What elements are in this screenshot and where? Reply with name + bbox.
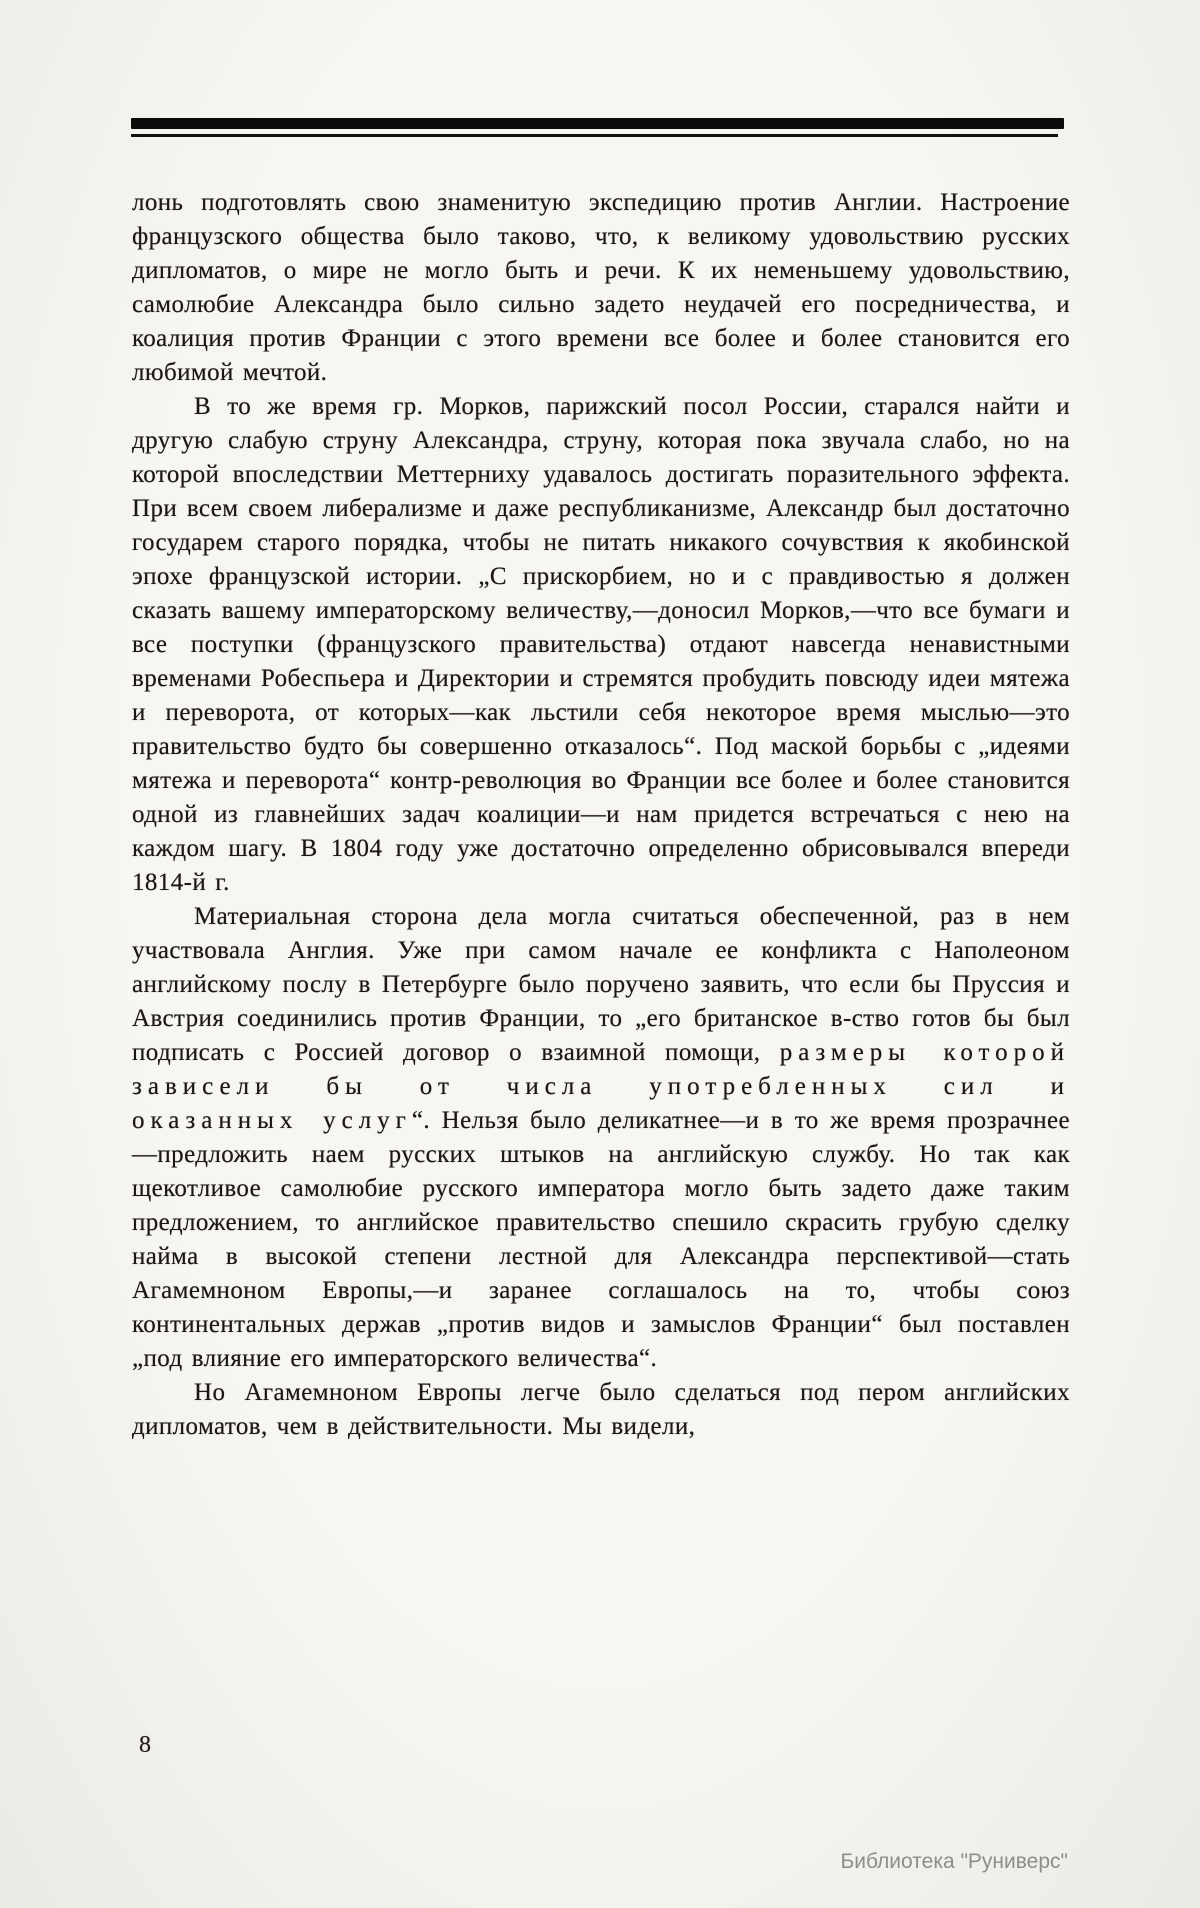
emphasized-text-run: размеры которой зависели бы от числа употребленных сил и оказанных услуг xyxy=(132,1039,1070,1134)
paragraph xyxy=(132,186,1070,390)
library-watermark: Библиотека "Руниверс" xyxy=(840,1850,1068,1873)
paragraph xyxy=(132,390,1070,900)
header-rule-thick xyxy=(131,118,1064,129)
body-text xyxy=(132,186,1070,1444)
text-run: В то же время гр. Морков, парижский посол России, старался найти и другую слабую струну Александра, струну, которая пока звучала слабо, но на которой впоследствии Меттерниху удавалось достигать поразительного эффекта. При всем своем либерализме и даже республиканизме, Александр был достаточно государем старого порядка, чтобы не питать никакого сочувствия к якобинской эпохе французской истории. „С прискорбием, но и с правдивостью я должен сказать вашему императорскому величеству,—доносил Морков,—что все бумаги и все поступки (французского правительства) отдают навсегда ненавистными временами Робеспьера и Директории и стремятся пробудить повсюду идеи мятежа и переворота, от которых—как льстили себя некоторое время мыслью—это правительство будто бы совершенно отказалось“. Под маской борьбы с „идеями мятежа и переворота“ контр-революция во Франции все более и более становится одной из главнейших задач коалиции—и нам придется встречаться с нею на каждом шагу. В 1804 году уже достаточно определенно обрисовывался впереди 1814-й г. xyxy=(132,393,1070,896)
text-run: Материальная сторона дела могла считаться обеспеченной, раз в нем участвовала Англия. Уже при самом начале ее конфликта с Наполеоном английскому послу в Петербурге было поручено заявить, что если бы Пруссия и Австрия соединились против Франции, то „его британское в-ство готов бы был подписать с Россией договор о взаимной помощи, xyxy=(132,903,1070,1066)
header-rule-thin xyxy=(131,134,1058,137)
text-run: лонь подготовлять свою знаменитую экспедицию против Англии. Настроение французского общества было таково, что, к великому удовольствию русских дипломатов, о мире не могло быть и речи. К их неменьшему удовольствию, самолюбие Александра было сильно задето неудачей его посредничества, и коалиция против Франции с этого времени все более и более становится его любимой мечтой. xyxy=(132,189,1070,386)
text-run: “. Нельзя было деликатнее—и в то же время прозрачнее —предложить наем русских штыков на английскую службу. Но так как щекотливое самолюбие русского императора могло быть задето даже таким предложением, то английское правительство спешило скрасить грубую сделку найма в высокой степени лестной для Александра перспективой—стать Агамемноном Европы,—и заранее соглашалось на то, чтобы союз континентальных держав „против видов и замыслов Франции“ был поставлен „под влияние его императорского величества“. xyxy=(132,1107,1070,1372)
header-rule xyxy=(131,118,1064,137)
page-number: 8 xyxy=(139,1732,151,1758)
paragraph xyxy=(132,900,1070,1376)
paragraph xyxy=(132,1376,1070,1444)
text-run: Но Агамемноном Европы легче было сделаться под пером английских дипломатов, чем в действительности. Мы видели, xyxy=(132,1379,1070,1440)
